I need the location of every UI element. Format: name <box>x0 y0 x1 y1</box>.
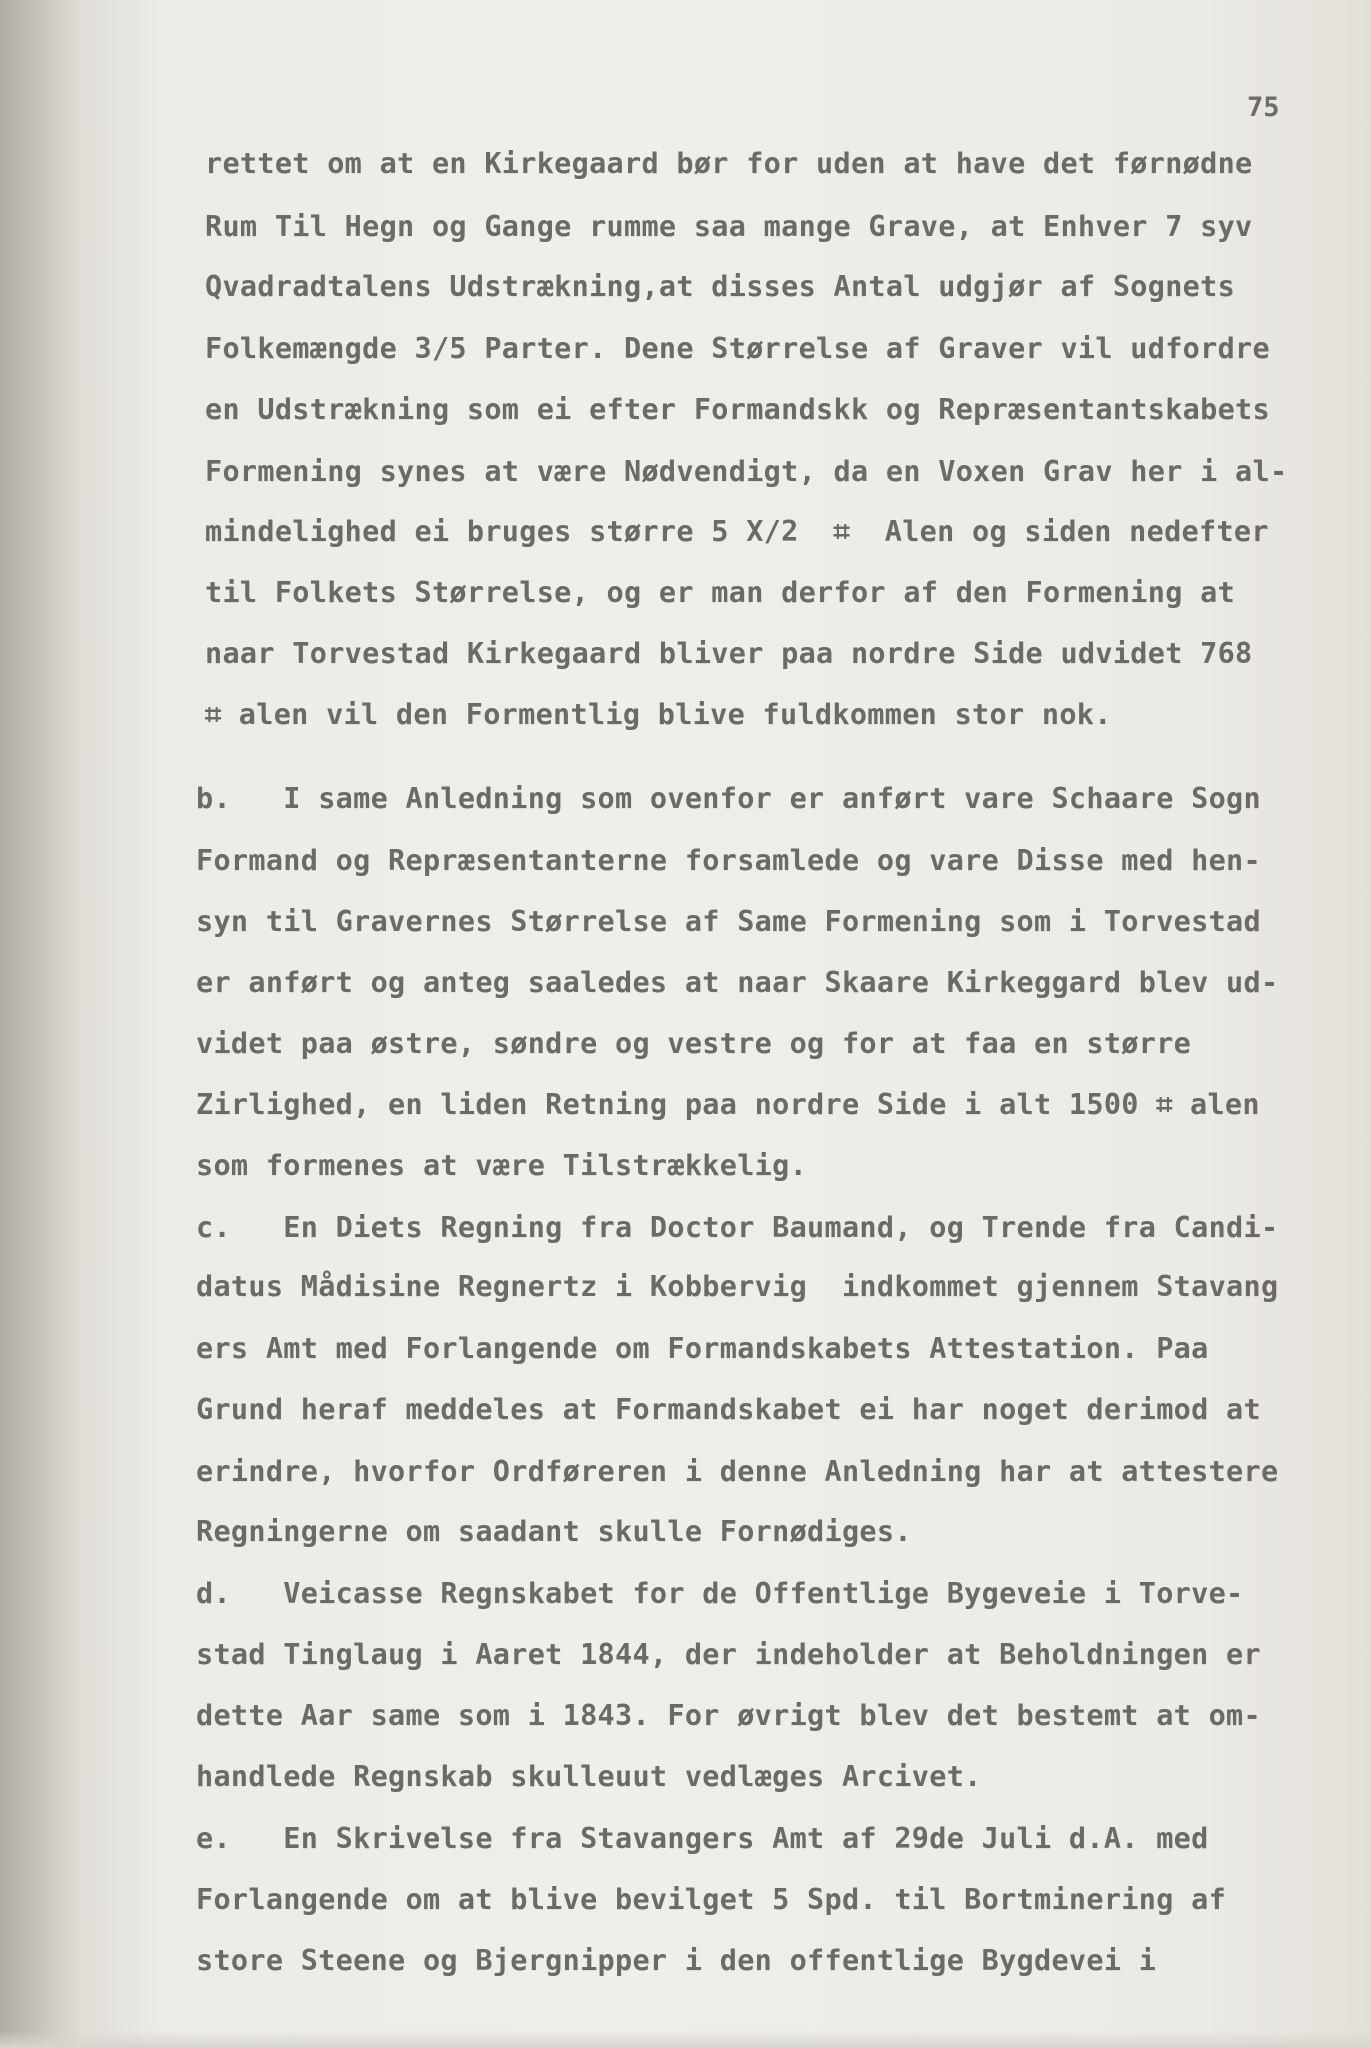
text-line: erindre, hvorfor Ordføreren i denne Anledning har at attestere <box>196 1455 1279 1488</box>
paragraph-e-line: e. En Skrivelse fra Stavangers Amt af 29de Juli d.A. med <box>196 1822 1209 1855</box>
text-line: datus Mådisine Regnertz i Kobbervig indkommet gjennem Stavang <box>196 1270 1279 1303</box>
page-number: 75 <box>1247 92 1280 123</box>
page-fold-shadow <box>0 0 80 2048</box>
text-line: som formenes at være Tilstrækkelig. <box>196 1149 808 1182</box>
text-line: dette Aar same som i 1843. For øvrigt blev det bestemt at om- <box>196 1699 1261 1732</box>
text-line: en Udstrækning som ei efter Formandskk og Repræsentantskabets <box>205 393 1270 426</box>
text-line: Forlangende om at blive bevilget 5 Spd. til Bortminering af <box>196 1883 1227 1916</box>
text-line: Folkemængde 3/5 Parter. Dene Størrelse af Graver vil udfordre <box>205 332 1270 365</box>
paragraph-b-line: b. I same Anledning som ovenfor er anført vare Schaare Sogn <box>196 782 1261 815</box>
text-line: Regningerne om saadant skulle Fornødiges. <box>196 1515 912 1548</box>
text-line: mindelighed ei bruges større 5 X/2 ⌗ Alen og siden nedefter <box>205 515 1269 548</box>
text-line: ers Amt med Forlangende om Formandskabets Attestation. Paa <box>196 1332 1209 1365</box>
text-line: handlede Regnskab skulleuut vedlæges Arcivet. <box>196 1760 982 1793</box>
paragraph-d-line: d. Veicasse Regnskabet for de Offentlige Bygeveie i Torve- <box>196 1577 1244 1610</box>
text-line: syn til Gravernes Størrelse af Same Formening som i Torvestad <box>196 905 1261 938</box>
text-line: rettet om at en Kirkegaard bør for uden at have det førnødne <box>205 147 1253 180</box>
text-line: Zirlighed, en liden Retning paa nordre Side i alt 1500 ⌗ alen <box>196 1088 1260 1121</box>
text-line: Qvadradtalens Udstrækning,at disses Antal udgjør af Sognets <box>205 270 1236 303</box>
page-bottom-edge <box>0 2030 1371 2048</box>
text-line: er anført og anteg saaledes at naar Skaare Kirkeggard blev ud- <box>196 966 1279 999</box>
text-line: Grund heraf meddeles at Formandskabet ei har noget derimod at <box>196 1393 1261 1426</box>
text-line: store Steene og Bjergnipper i den offentlige Bygdevei i <box>196 1944 1157 1977</box>
text-line: Formand og Repræsentanterne forsamlede og vare Disse med hen- <box>196 844 1261 877</box>
paragraph-c-line: c. En Diets Regning fra Doctor Baumand, og Trende fra Candi- <box>196 1211 1279 1244</box>
text-line: til Folkets Størrelse, og er man derfor af den Formening at <box>205 576 1236 609</box>
text-line: ⌗ alen vil den Formentlig blive fuldkommen stor nok. <box>205 698 1112 731</box>
text-line: naar Torvestad Kirkegaard bliver paa nordre Side udvidet 768 <box>205 637 1253 670</box>
text-line: stad Tinglaug i Aaret 1844, der indeholder at Beholdningen er <box>196 1638 1261 1671</box>
text-line: videt paa østre, søndre og vestre og for at faa en større <box>196 1027 1192 1060</box>
text-line: Rum Til Hegn og Gange rumme saa mange Grave, at Enhver 7 syv <box>205 210 1253 243</box>
text-line: Formening synes at være Nødvendigt, da en Voxen Grav her i al- <box>205 455 1288 488</box>
